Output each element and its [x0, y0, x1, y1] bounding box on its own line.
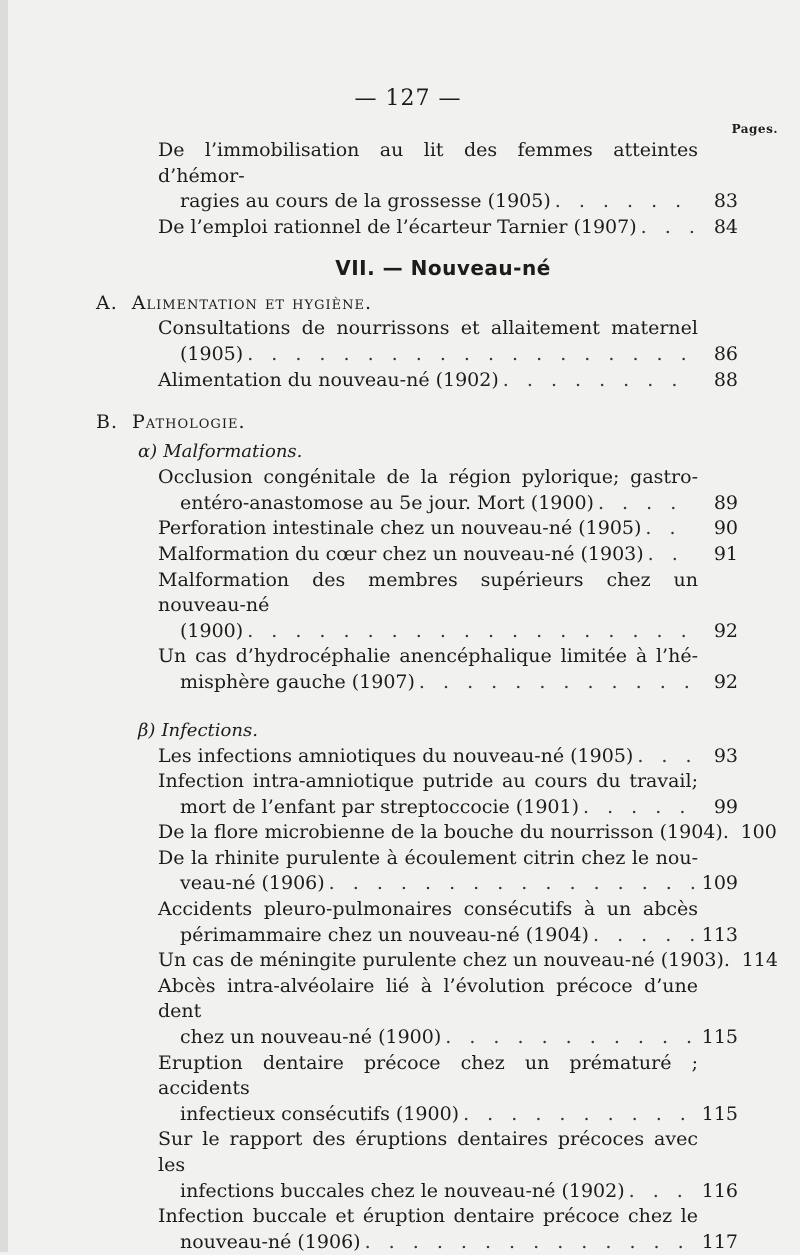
page-number: — 127 —	[8, 86, 800, 111]
toc-page-number: 91	[698, 542, 738, 568]
malformations-entries	[8, 465, 800, 695]
toc-page-number: 84	[698, 215, 738, 241]
toc-entry	[158, 542, 738, 568]
leader-dots	[598, 491, 694, 517]
toc-entry-text: Les infections amniotiques du nouveau-né (1905)	[158, 744, 633, 770]
toc-entry-last-line	[158, 820, 738, 846]
leader-dots	[247, 619, 694, 645]
toc-entry	[158, 1127, 738, 1204]
toc-page-number: 100	[737, 820, 777, 846]
toc-entry	[158, 644, 738, 695]
toc-page-number: 114	[738, 948, 778, 974]
leader-dots	[648, 542, 694, 568]
table-of-contents	[8, 138, 800, 1255]
infections-entries	[8, 744, 800, 1255]
toc-page-number: 93	[698, 744, 738, 770]
toc-entry	[158, 568, 738, 645]
toc-page-number: 117	[698, 1230, 738, 1255]
toc-entry	[158, 948, 738, 974]
toc-entry-text: misphère gauche (1907)	[180, 670, 415, 696]
toc-entry-last-line	[158, 342, 738, 368]
toc-entry-last-line	[158, 368, 738, 394]
toc-entry-line: De l’immobilisation au lit des femmes atteintes d’hémor-	[158, 138, 738, 189]
toc-entry-text: chez un nouveau-né (1900)	[180, 1025, 441, 1051]
toc-entry-last-line	[158, 744, 738, 770]
toc-entry	[158, 215, 738, 241]
leader-dots	[645, 516, 694, 542]
toc-entry-last-line	[158, 1025, 738, 1051]
toc-entry-text: De l’emploi rationnel de l’écarteur Tarnier (1907)	[158, 215, 637, 241]
subsection-title: Malformations.	[163, 441, 302, 462]
toc-entry-text: entéro-anastomose au 5e jour. Mort (1900)	[180, 491, 594, 517]
toc-entry	[158, 1204, 738, 1255]
section-a-entries	[8, 316, 800, 393]
toc-page-number: 109	[698, 871, 738, 897]
toc-entry-last-line	[158, 189, 738, 215]
leader-dots	[503, 368, 694, 394]
toc-entry-last-line	[158, 542, 738, 568]
toc-page-number: 99	[698, 795, 738, 821]
toc-page-number: 92	[698, 619, 738, 645]
pages-column-label: Pages.	[732, 122, 778, 136]
toc-entry-last-line	[158, 871, 738, 897]
leader-dots	[641, 215, 694, 241]
subsection-title: Infections.	[161, 720, 257, 741]
toc-entry-last-line	[158, 1102, 738, 1128]
toc-entry	[158, 516, 738, 542]
toc-entry-line: Consultations de nourrissons et allaitement maternel	[158, 316, 738, 342]
subsection-marker: α)	[138, 441, 157, 462]
chapter-title: VII. — Nouveau-né	[8, 256, 800, 280]
leader-dots	[445, 1025, 694, 1051]
toc-entry	[158, 769, 738, 820]
toc-entry-text: infectieux consécutifs (1900)	[180, 1102, 459, 1128]
toc-entry-text: (1900)	[180, 619, 243, 645]
toc-entry-last-line	[158, 491, 738, 517]
toc-entry-last-line	[158, 923, 738, 949]
section-letter: A.	[96, 292, 118, 314]
toc-entry-text: nouveau-né (1906)	[180, 1230, 361, 1255]
toc-entry	[158, 846, 738, 897]
toc-entry-last-line	[158, 670, 738, 696]
toc-page-number: 116	[698, 1179, 738, 1205]
toc-page-number: 88	[698, 368, 738, 394]
leader-dots	[555, 189, 694, 215]
toc-entry	[158, 138, 738, 215]
toc-entry-text: Perforation intestinale chez un nouveau-né (1905)	[158, 516, 641, 542]
toc-entry-last-line	[158, 215, 738, 241]
toc-entry-line: Sur le rapport des éruptions dentaires précoces avec les	[158, 1127, 738, 1178]
toc-entry-text: Malformation du cœur chez un nouveau-né (1903)	[158, 542, 644, 568]
toc-entry	[158, 897, 738, 948]
toc-entry	[158, 1051, 738, 1128]
toc-entry-line: Infection buccale et éruption dentaire précoce chez le	[158, 1204, 738, 1230]
section-title: Alimentation et hygiène.	[132, 292, 372, 314]
toc-entry-last-line	[158, 795, 738, 821]
subsection-heading-alpha	[138, 439, 800, 465]
toc-entry-line: Abcès intra-alvéolaire lié à l’évolution précoce d’une dent	[158, 974, 738, 1025]
toc-entry-last-line	[158, 948, 738, 974]
toc-page-number: 115	[698, 1025, 738, 1051]
toc-entry-line: Accidents pleuro-pulmonaires consécutifs à un abcès	[158, 897, 738, 923]
toc-entry-text: Un cas de méningite purulente chez un nouveau-né (1903).	[158, 948, 730, 974]
toc-entry-last-line	[158, 1179, 738, 1205]
toc-page-number: 86	[698, 342, 738, 368]
subsection-heading-beta	[138, 718, 800, 744]
section-heading-a	[96, 290, 800, 316]
subsection-marker: β)	[138, 720, 155, 741]
toc-page-number: 113	[698, 923, 738, 949]
toc-entry-text: (1905)	[180, 342, 243, 368]
toc-entry	[158, 974, 738, 1051]
leader-dots	[637, 744, 694, 770]
toc-entry-text: périmammaire chez un nouveau-né (1904)	[180, 923, 589, 949]
toc-entry-last-line	[158, 1230, 738, 1255]
leader-dots	[365, 1230, 694, 1255]
toc-entry	[158, 820, 738, 846]
leader-dots	[593, 923, 694, 949]
toc-entry	[158, 465, 738, 516]
toc-entry-line: De la rhinite purulente à écoulement citrin chez le nou-	[158, 846, 738, 872]
toc-entry-text: infections buccales chez le nouveau-né (1902)	[180, 1179, 625, 1205]
toc-entry-line: Occlusion congénitale de la région pylorique; gastro-	[158, 465, 738, 491]
toc-entry-last-line	[158, 619, 738, 645]
top-entries	[8, 138, 800, 240]
toc-entry-last-line	[158, 516, 738, 542]
toc-entry-text: veau-né (1906)	[180, 871, 325, 897]
toc-entry	[158, 316, 738, 367]
toc-entry-line: Infection intra-amniotique putride au cours du travail;	[158, 769, 738, 795]
section-letter: B.	[96, 411, 118, 433]
toc-entry	[158, 744, 738, 770]
leader-dots	[329, 871, 694, 897]
section-title: Pathologie.	[132, 411, 245, 433]
toc-entry-text: ragies au cours de la grossesse (1905)	[180, 189, 551, 215]
leader-dots	[629, 1179, 694, 1205]
toc-page-number: 115	[698, 1102, 738, 1128]
section-heading-b	[96, 409, 800, 435]
toc-page-number: 90	[698, 516, 738, 542]
toc-page-number: 92	[698, 670, 738, 696]
toc-entry-line: Malformation des membres supérieurs chez un nouveau-né	[158, 568, 738, 619]
leader-dots	[247, 342, 694, 368]
leader-dots	[463, 1102, 694, 1128]
toc-entry-text: De la flore microbienne de la bouche du nourrisson (1904).	[158, 820, 729, 846]
toc-entry-text: mort de l’enfant par streptoccocie (1901)	[180, 795, 579, 821]
toc-page-number: 83	[698, 189, 738, 215]
toc-entry-line: Eruption dentaire précoce chez un prématuré ; accidents	[158, 1051, 738, 1102]
leader-dots	[419, 670, 694, 696]
toc-entry	[158, 368, 738, 394]
toc-entry-text: Alimentation du nouveau-né (1902)	[158, 368, 499, 394]
toc-page-number: 89	[698, 491, 738, 517]
leader-dots	[583, 795, 694, 821]
toc-entry-line: Un cas d’hydrocéphalie anencéphalique limitée à l’hé-	[158, 644, 738, 670]
